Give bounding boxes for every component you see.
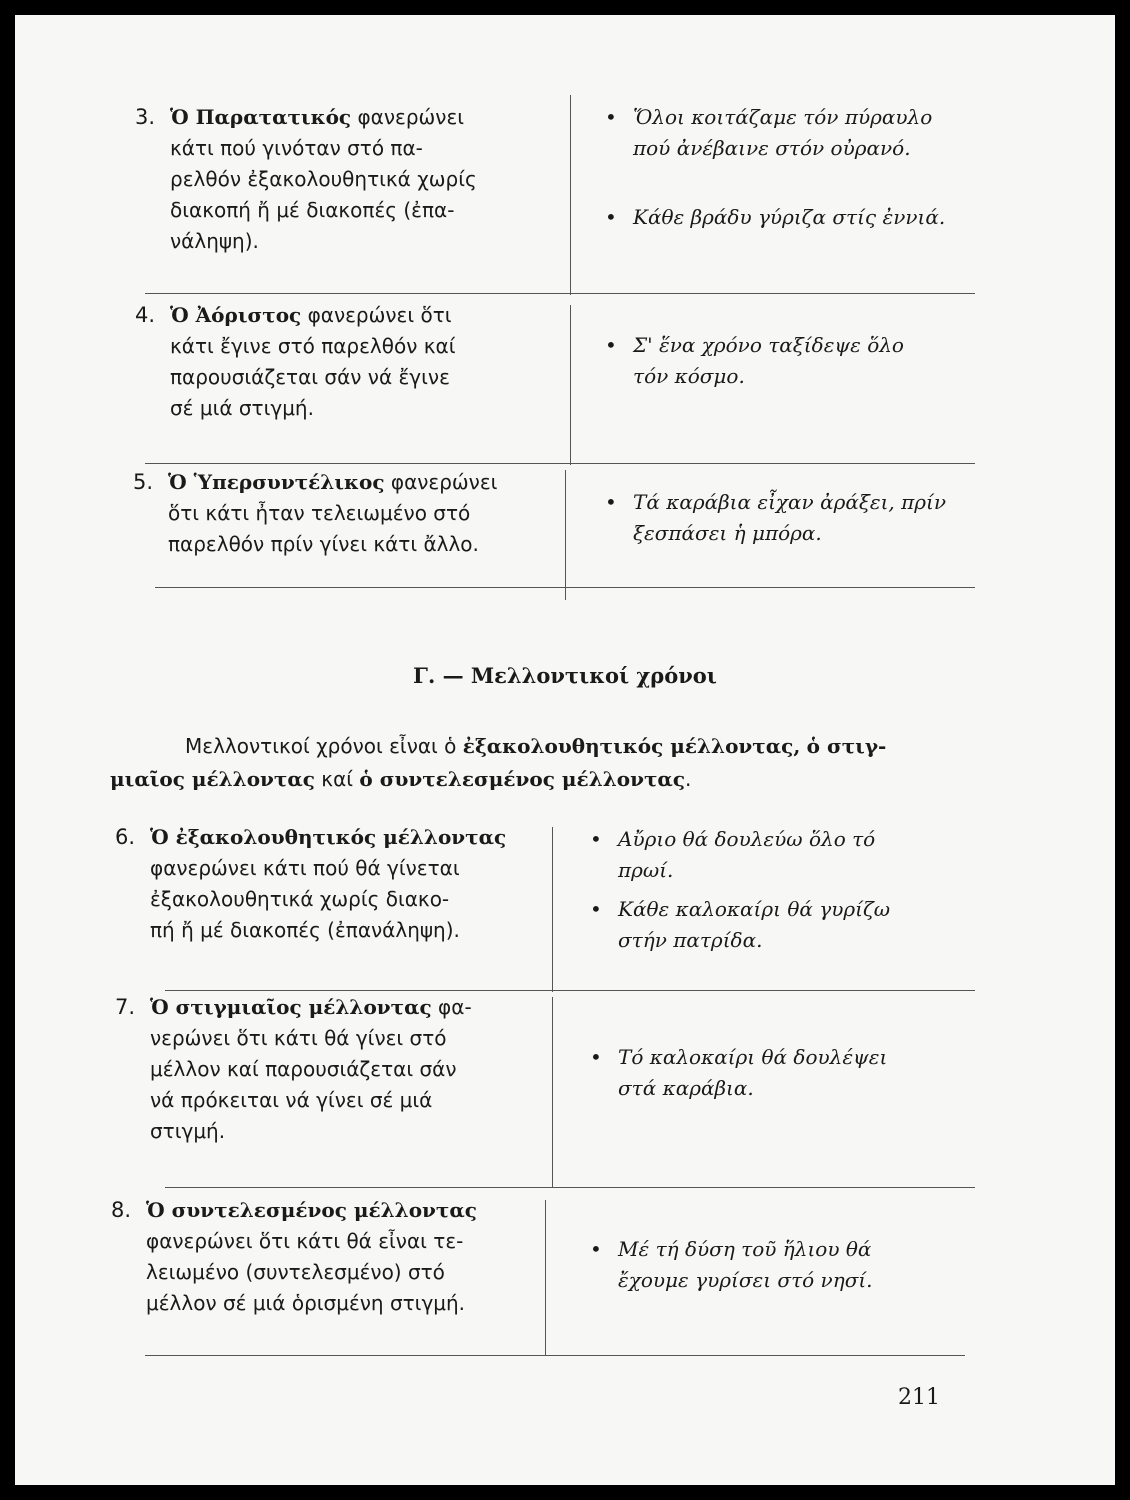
example-sentence: • Μέ τή δύση τοῦ ἥλιου θά ἔχουμε γυρίσει στό νησί. xyxy=(590,1234,873,1296)
tense-description: Ὁ Ἀόριστος φανερώνει ὅτι κάτι ἔγινε στό παρελθόν καί παρουσιάζεται σάν νά ἔγινε σέ μιά στιγμή. xyxy=(170,303,456,420)
bullet-icon: • xyxy=(590,1237,602,1261)
row-divider xyxy=(165,990,975,991)
row-divider xyxy=(155,587,975,588)
example-sentence: • Σ' ἕνα χρόνο ταξίδεψε ὅλο τόν κόσμο. xyxy=(605,330,904,392)
entry-number: 8. xyxy=(111,1198,132,1222)
example-list xyxy=(605,487,946,549)
example-list xyxy=(590,1042,887,1104)
bullet-icon: • xyxy=(605,205,617,229)
column-divider xyxy=(570,95,571,295)
column-divider xyxy=(552,827,553,992)
example-sentence: • Κάθε βράδυ γύριζα στίς ἐννιά. xyxy=(605,202,945,233)
section-intro: Μελλοντικοί χρόνοι εἶναι ὁ ἐξακολουθητικός μέλλοντας, ὁ στιγ- μιαῖος μέλλοντας καί ὁ συντελεσμένος μέλλοντας. xyxy=(110,734,887,791)
example-list xyxy=(605,102,945,233)
tense-description: Ὁ ἐξακολουθητικός μέλλοντας φανερώνει κάτι πού θά γίνεται ἐξακολουθητικά χωρίς διακο- πή ἤ μέ διακοπές (ἐπανάληψη). xyxy=(150,825,507,942)
example-sentence: • Τά καράβια εἶχαν ἀράξει, πρίν ξεσπάσει ἡ μπόρα. xyxy=(605,487,946,549)
bullet-icon: • xyxy=(590,1045,602,1069)
column-divider xyxy=(545,1200,546,1355)
example-list xyxy=(590,824,890,956)
example-sentence: • Κάθε καλοκαίρι θά γυρίζω στήν πατρίδα. xyxy=(590,894,890,956)
example-sentence: • Ὅλοι κοιτάζαμε τόν πύραυλο πού ἀνέβαινε στόν οὐρανό. xyxy=(605,102,945,164)
entry-number: 7. xyxy=(115,995,136,1019)
tense-description: Ὁ στιγμιαῖος μέλλοντας φα- νερώνει ὅτι κάτι θά γίνει στό μέλλον καί παρουσιάζεται σάν νά πρόκειται νά γίνει σέ μιά στιγμή. xyxy=(150,995,472,1143)
column-divider xyxy=(565,470,566,600)
section-heading: Γ. — Μελλοντικοί χρόνοι xyxy=(413,663,717,688)
row-divider xyxy=(165,1187,975,1188)
page-number: 211 xyxy=(898,1385,940,1410)
entry-number: 4. xyxy=(135,303,156,327)
example-list xyxy=(605,330,904,392)
entry-number: 3. xyxy=(135,105,156,129)
bullet-icon: • xyxy=(590,827,602,851)
bullet-icon: • xyxy=(590,897,602,921)
row-divider xyxy=(145,293,975,294)
bullet-icon: • xyxy=(605,490,617,514)
example-sentence: • Αὔριο θά δουλεύω ὅλο τό πρωί. xyxy=(590,824,890,886)
row-divider xyxy=(145,1355,965,1356)
bullet-icon: • xyxy=(605,105,617,129)
entry-number: 5. xyxy=(133,470,154,494)
column-divider xyxy=(570,305,571,465)
row-divider xyxy=(145,463,975,464)
column-divider xyxy=(552,997,553,1187)
example-sentence: • Τό καλοκαίρι θά δουλέψει στά καράβια. xyxy=(590,1042,887,1104)
document-page xyxy=(15,15,1115,1485)
tense-description: Ὁ Ὑπερσυντέλικος φανερώνει ὅτι κάτι ἦταν τελειωμένο στό παρελθόν πρίν γίνει κάτι ἄλλο. xyxy=(168,470,498,556)
entry-number: 6. xyxy=(115,825,136,849)
tense-description: Ὁ Παρατατικός φανερώνει κάτι πού γινόταν στό πα- ρελθόν ἐξακολουθητικά χωρίς διακοπή ἤ μέ διακοπές (ἐπα- νάληψη). xyxy=(170,105,477,253)
example-list xyxy=(590,1234,873,1296)
bullet-icon: • xyxy=(605,333,617,357)
tense-description: Ὁ συντελεσμένος μέλλοντας φανερώνει ὅτι κάτι θά εἶναι τε- λειωμένο (συντελεσμένο) στό μέλλον σέ μιά ὁρισμένη στιγμή. xyxy=(146,1198,477,1315)
